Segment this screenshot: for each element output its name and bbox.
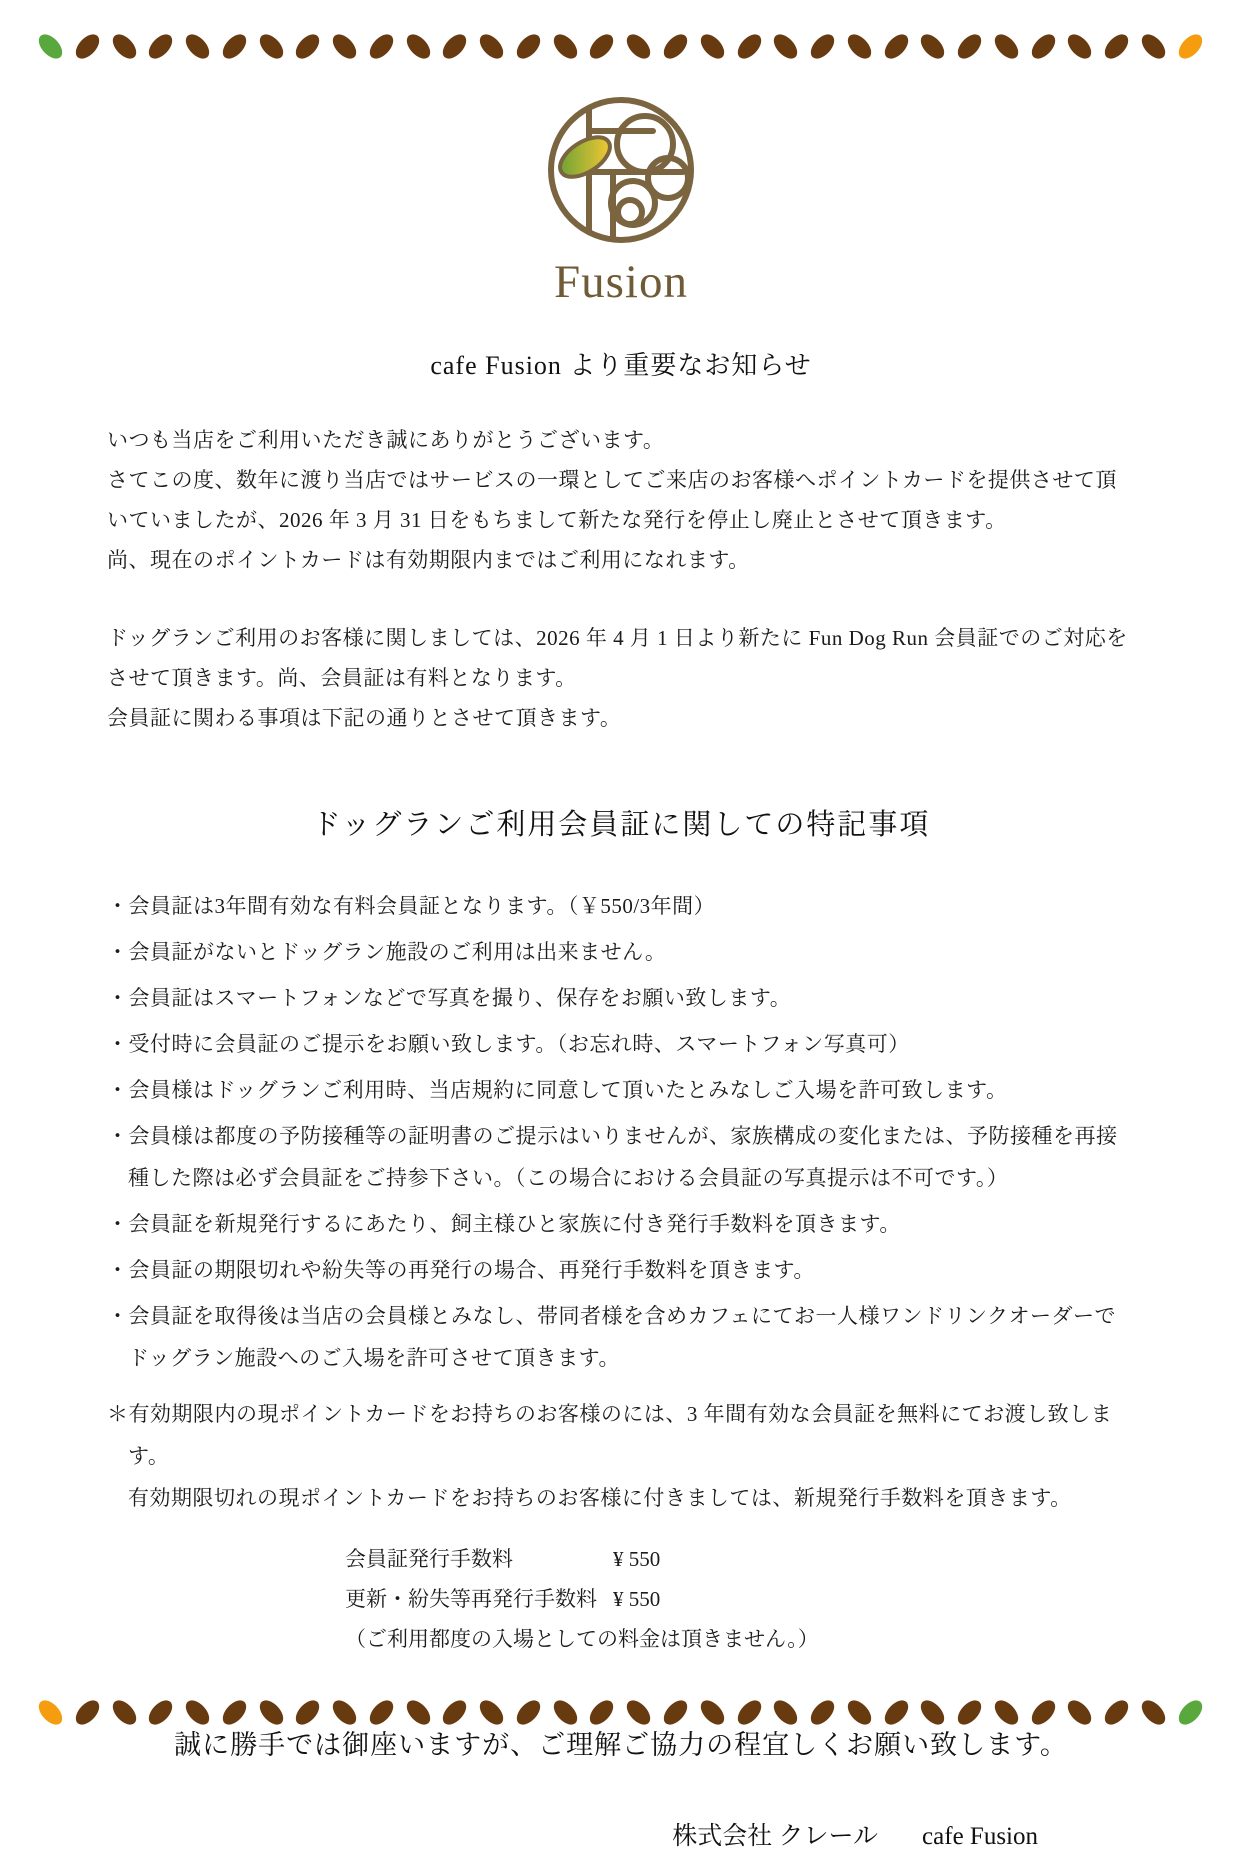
leaf-icon [329,30,361,63]
fusion-logo-icon [541,88,701,256]
notice-bullet: ・会員証を取得後は当店の会員様とみなし、帯同者様を含めカフェにてお一人様ワンドリンクオーダーでドッグラン施設へのご入場を許可させて頂きます。 [107,1304,1117,1371]
leaf-icon [623,30,655,63]
leaf-icon [806,30,838,63]
fee-row [345,1579,1135,1619]
notice-bullet: ・会員証は3年間有効な有料会員証となります。（￥550/3年間） [107,894,716,919]
leaf-icon [586,1696,618,1729]
cafe-fusion-logo [107,88,1135,307]
leaf-icon [1027,30,1059,63]
leaf-icon [292,1696,324,1729]
note-line: ＊有効期限内の現ポイントカードをお持ちのお客様のには、3 年間有効な会員証を無料にてお渡し致します。 [107,1402,1113,1469]
notice-bullet: ・会員証の期限切れや紛失等の再発行の場合、再発行手数料を頂きます。 [107,1258,815,1283]
leaf-icon [145,30,177,63]
dog-run-paragraphs [107,618,1135,738]
leaf-icon [181,1696,213,1729]
leaf-icon [843,1696,875,1729]
leaf-icon [1027,1696,1059,1729]
leaf-icon [476,30,508,63]
leaf-icon [512,30,544,63]
leaf-icon [329,1696,361,1729]
leaf-icon [34,30,66,63]
leaf-icon [770,30,802,63]
leaf-icon [71,1696,103,1729]
paragraph: 会員証に関わる事項は下記の通りとさせて頂きます。 [107,706,622,731]
leaf-border-bottom [36,1692,1205,1732]
leaf-icon [696,30,728,63]
leaf-icon [586,30,618,63]
leaf-icon [770,1696,802,1729]
leaf-icon [954,30,986,63]
leaf-icon [1101,1696,1133,1729]
fee-value: ¥ 550 [613,1587,661,1612]
leaf-icon [476,1696,508,1729]
note-line: 有効期限切れの現ポイントカードをお持ちのお客様に付きましては、新規発行手数料を頂きます。 [128,1486,1072,1511]
paragraph: 尚、現在のポイントカードは有効期限内まではご利用になれます。 [107,548,750,573]
leaf-icon [439,1696,471,1729]
leaf-icon [108,30,140,63]
notice-bullet: ・会員証がないとドッグラン施設のご利用は出来ません。 [107,940,667,965]
shop-name: cafe Fusion [922,1823,1038,1851]
leaf-icon [954,1696,986,1729]
leaf-icon [549,1696,581,1729]
leaf-icon [696,1696,728,1729]
leaf-icon [108,1696,140,1729]
paragraph: ドッグランご利用のお客様に関しましては、2026 年 4 月 1 日より新たに Fun Dog Run 会員証でのご対応をさせて頂きます。尚、会員証は有料となります。 [107,626,1128,691]
leaf-border-top [36,26,1205,66]
leaf-icon [549,30,581,63]
notice-bullet: ・会員様はドッグランご利用時、当店規約に同意して頂いたとみなしご入場を許可致します。 [107,1078,1008,1103]
leaf-icon [34,1696,66,1729]
leaf-icon [218,30,250,63]
logo-wordmark: Fusion [554,256,688,308]
leaf-icon [512,1696,544,1729]
leaf-icon [1064,30,1096,63]
fee-value: ¥ 550 [613,1547,661,1572]
leaf-icon [659,30,691,63]
page-title: cafe Fusion より重要なお知らせ [430,351,812,381]
paragraph: さてこの度、数年に渡り当店ではサービスの一環としてご来店のお客様へポイントカードを提供させて頂いていましたが、2026 年 3 月 31 日をもちまして新たな発行を停止し廃止とさせて頂きます。 [107,468,1117,533]
notice-bullet: ・会員様は都度の予防接種等の証明書のご提示はいりませんが、家族構成の変化または、予防接種を再接種した際は必ず会員証をご持参下さい。（この場合における会員証の写真提示は不可です。） [107,1124,1118,1191]
leaf-icon [843,30,875,63]
fee-label: 会員証発行手数料 [345,1547,513,1572]
notice-bullet: ・会員証はスマートフォンなどで写真を撮り、保存をお願い致します。 [107,986,792,1011]
leaf-icon [1064,1696,1096,1729]
leaf-icon [917,1696,949,1729]
leaf-icon [1174,30,1206,63]
fee-table [107,1539,1135,1659]
leaf-icon [255,30,287,63]
closing-message: 誠に勝手では御座いますが、ご理解ご協力の程宜しくお願い致します。 [174,1730,1068,1761]
leaf-icon [145,1696,177,1729]
point-card-note [107,1393,1135,1519]
leaf-icon [181,30,213,63]
leaf-icon [880,30,912,63]
leaf-icon [733,30,765,63]
notice-bullet: ・会員証を新規発行するにあたり、飼主様ひと家族に付き発行手数料を頂きます。 [107,1212,901,1237]
leaf-icon [255,1696,287,1729]
fee-label: 更新・紛失等再発行手数料 [345,1587,597,1612]
section-heading: ドッグランご利用会員証に関しての特記事項 [311,809,931,842]
leaf-icon [292,30,324,63]
leaf-icon [365,30,397,63]
leaf-icon [439,30,471,63]
company-name: 株式会社 クレール [672,1823,879,1851]
fee-row [345,1539,1135,1579]
leaf-icon [218,1696,250,1729]
leaf-icon [623,1696,655,1729]
leaf-icon [402,30,434,63]
leaf-icon [806,1696,838,1729]
leaf-icon [1101,30,1133,63]
leaf-icon [1137,1696,1169,1729]
leaf-icon [990,1696,1022,1729]
leaf-icon [71,30,103,63]
leaf-icon [1137,30,1169,63]
leaf-icon [1174,1696,1206,1729]
notice-bullet: ・受付時に会員証のご提示をお願い致します。（お忘れ時、スマートフォン写真可） [107,1032,910,1057]
leaf-icon [365,1696,397,1729]
fee-note: （ご利用都度の入場としての料金は頂きません。） [345,1627,819,1652]
footer-signature [107,1816,1135,1852]
intro-paragraphs [107,420,1135,580]
notice-bullet-list [107,885,1135,1379]
leaf-icon [659,1696,691,1729]
leaf-icon [880,1696,912,1729]
leaf-icon [733,1696,765,1729]
paragraph: いつも当店をご利用いただき誠にありがとうございます。 [107,428,665,453]
leaf-icon [402,1696,434,1729]
leaf-icon [990,30,1022,63]
leaf-icon [917,30,949,63]
